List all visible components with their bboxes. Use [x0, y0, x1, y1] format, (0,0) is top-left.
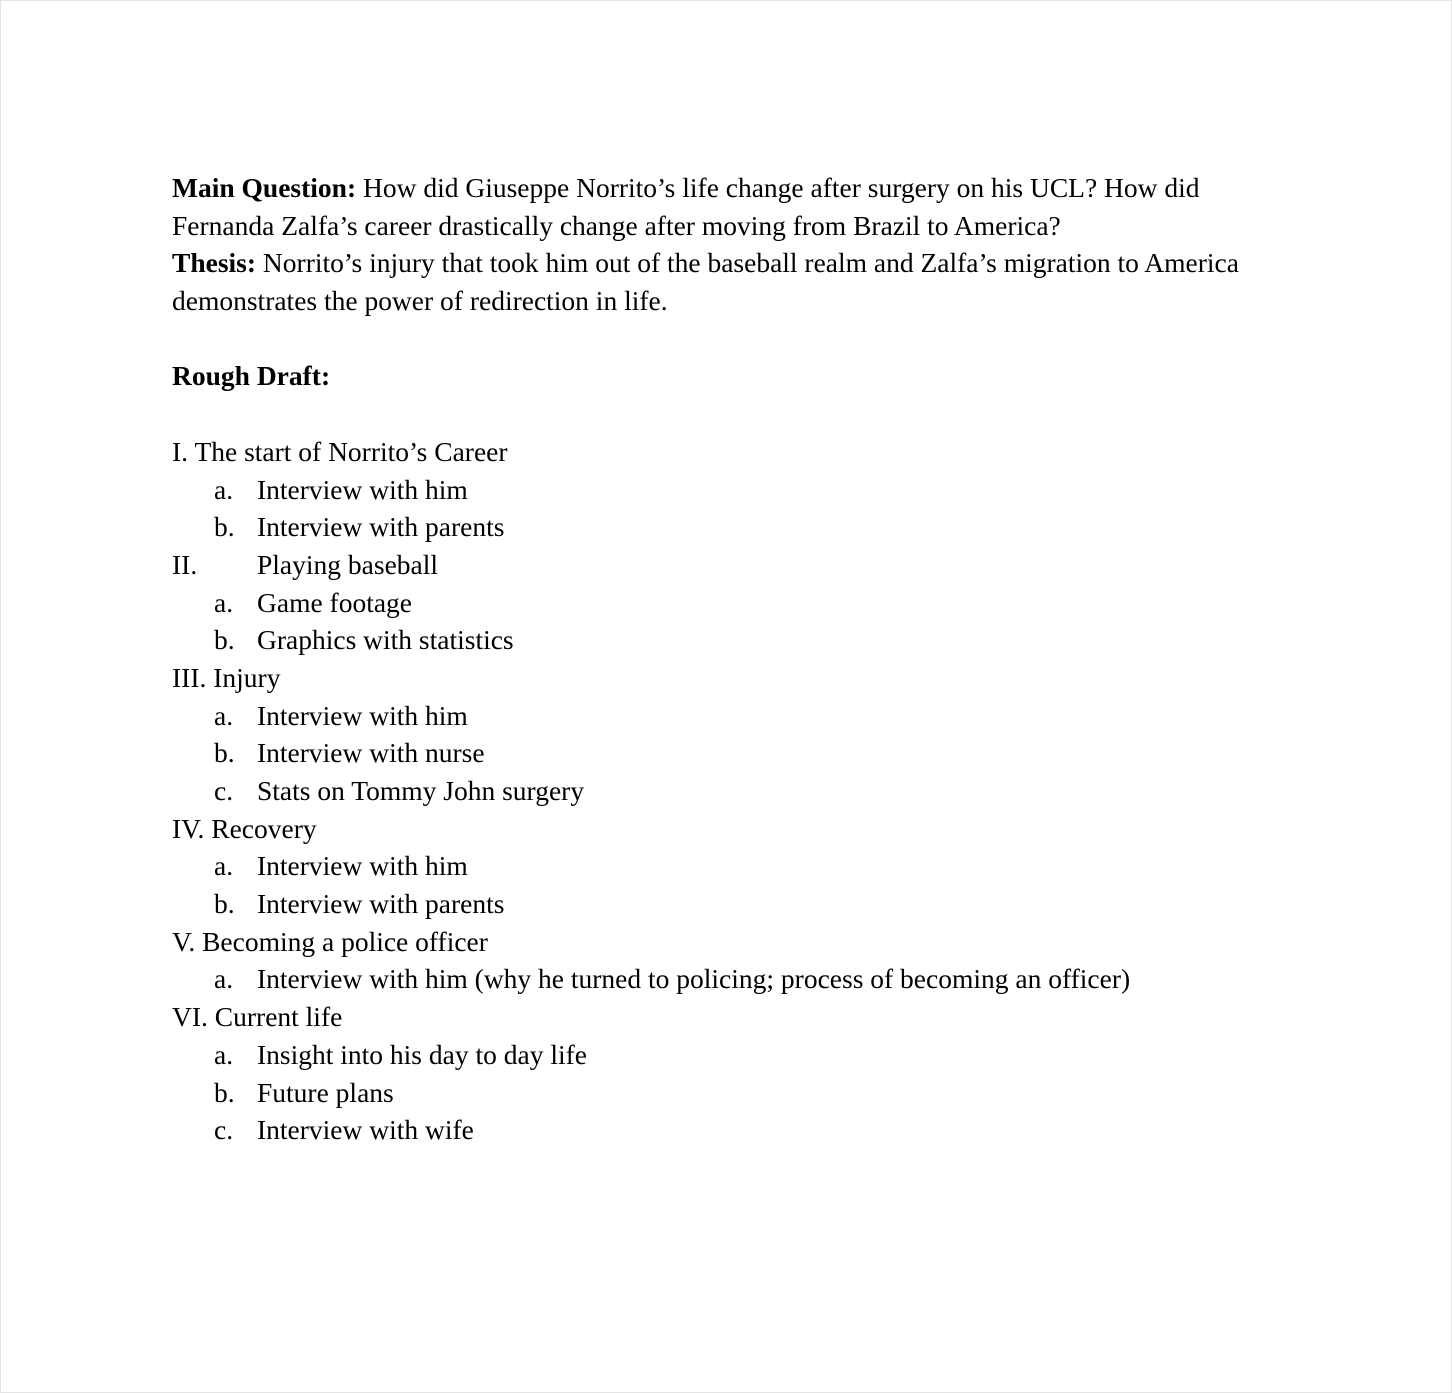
rough-draft-heading [172, 357, 1292, 395]
item-marker: a. [214, 699, 234, 731]
outline-item [172, 697, 1292, 735]
rough-draft-heading-text: Rough Draft: [172, 360, 331, 392]
outline-section-1 [172, 433, 1292, 471]
item-text: Graphics with statistics [257, 624, 514, 656]
item-text: Interview with him (why he turned to policing; process of becoming an officer) [257, 963, 1131, 995]
item-text: Interview with wife [257, 1114, 474, 1146]
outline-item [172, 471, 1292, 509]
thesis-label: Thesis: [172, 247, 257, 279]
outline-section-3 [172, 659, 1292, 697]
main-question-label: Main Question: [172, 172, 357, 203]
item-marker: b. [214, 737, 235, 769]
thesis-text-1: Norrito’s injury that took him out of the baseball realm and Zalfa’s migration to America [256, 247, 1239, 279]
section-title: Playing baseball [257, 548, 439, 580]
item-marker: a. [214, 963, 234, 995]
item-marker: c. [214, 1114, 234, 1146]
outline-item [172, 621, 1292, 659]
item-marker: c. [214, 775, 234, 806]
outline-item [172, 1111, 1292, 1149]
main-question-line-2: Fernanda Zalfa’s career drastically change after moving from Brazil to America? [172, 209, 1061, 241]
item-marker: b. [214, 624, 235, 656]
item-marker: b. [214, 1076, 235, 1108]
item-text: Interview with parents [257, 888, 505, 920]
outline-item [172, 1074, 1292, 1112]
section-number: V. [172, 925, 196, 957]
section-title: Becoming a police officer [202, 925, 488, 957]
item-text: Interview with him [257, 473, 468, 505]
blank-line [172, 395, 1292, 433]
item-text: Game footage [257, 586, 412, 618]
outline-section-6 [172, 998, 1292, 1036]
outline-item [172, 508, 1292, 546]
item-text: Insight into his day to day life [257, 1038, 587, 1070]
outline-item [172, 960, 1292, 998]
outline-item [172, 772, 1292, 810]
item-text: Stats on Tommy John surgery [257, 775, 585, 806]
section-title: Current life [214, 1001, 343, 1033]
thesis-line-1 [172, 244, 1292, 282]
item-text: Interview with nurse [257, 737, 485, 769]
section-title: Recovery [211, 812, 317, 844]
item-marker: a. [214, 586, 234, 618]
blank-line [172, 320, 1292, 358]
outline-item [172, 734, 1292, 772]
item-marker: b. [214, 888, 235, 920]
item-marker: a. [214, 850, 234, 882]
section-number: IV. [172, 812, 205, 844]
outline-item [172, 584, 1292, 622]
outline-section-2 [172, 546, 1292, 584]
item-marker: a. [214, 1038, 234, 1070]
item-text: Future plans [257, 1076, 394, 1108]
main-question-line-1 [172, 169, 1292, 207]
outline-item [172, 1036, 1292, 1074]
outline-item [172, 885, 1292, 923]
item-text: Interview with him [257, 699, 468, 731]
item-marker: b. [214, 511, 235, 543]
document-body [172, 169, 1292, 1149]
section-number: III. [172, 661, 207, 693]
thesis-line-2: demonstrates the power of redirection in life. [172, 285, 668, 317]
item-text: Interview with him [257, 850, 468, 882]
section-number: II. [172, 548, 198, 580]
section-title: The start of Norrito’s Career [194, 435, 508, 467]
outline-section-4 [172, 810, 1292, 848]
section-title: Injury [213, 661, 281, 693]
outline-section-5 [172, 923, 1292, 961]
item-text: Interview with parents [257, 511, 505, 543]
outline-item [172, 847, 1292, 885]
main-question-text-1: How did Giuseppe Norrito’s life change after surgery on his UCL? How did [356, 172, 1200, 203]
section-number: I. [172, 435, 189, 467]
item-marker: a. [214, 473, 234, 505]
section-number: VI. [172, 1001, 208, 1033]
